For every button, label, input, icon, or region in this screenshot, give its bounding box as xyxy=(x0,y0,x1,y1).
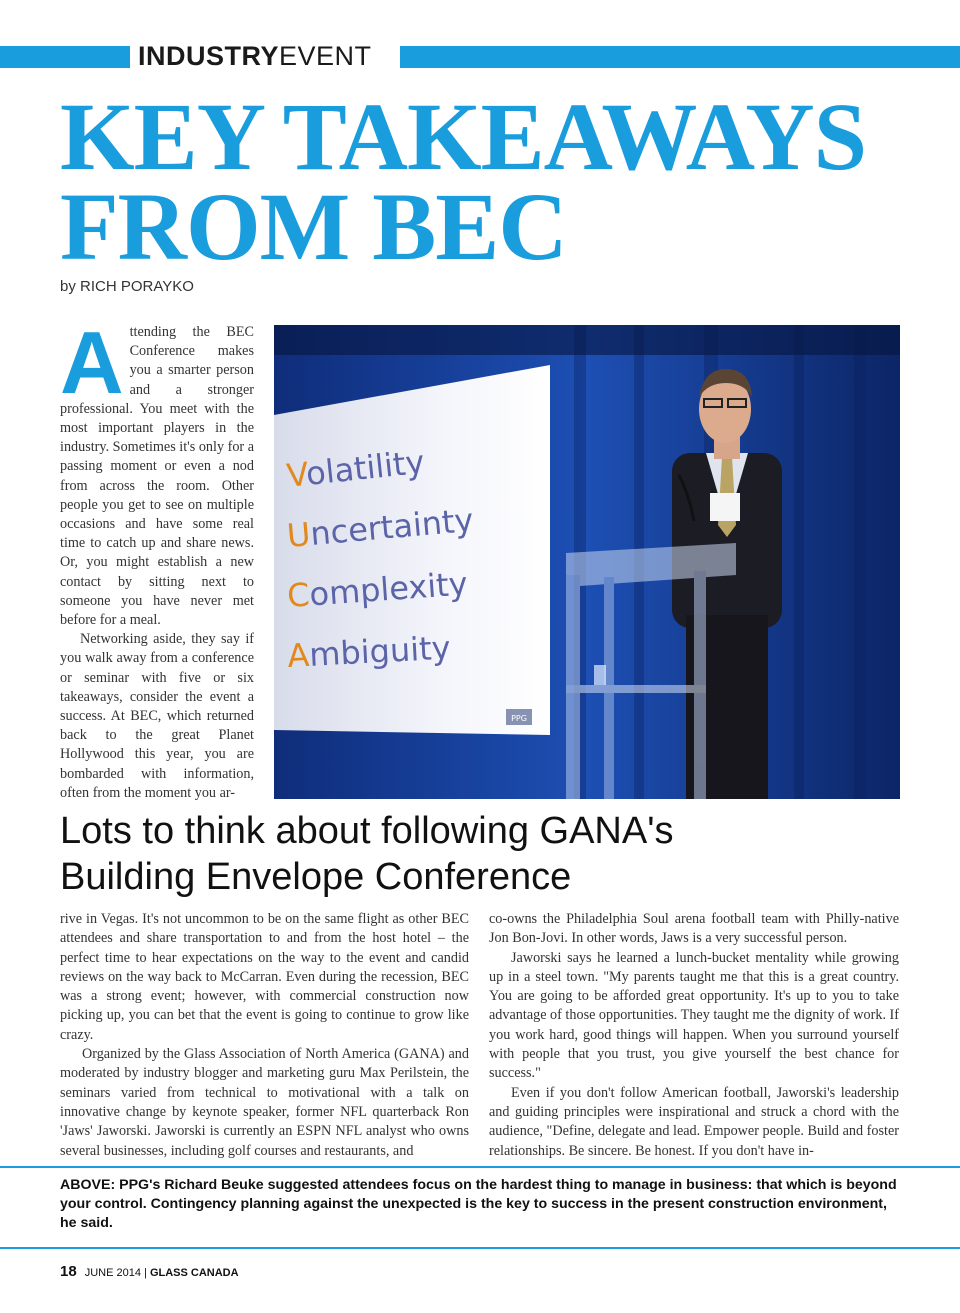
slide-word-rest: mbiguity xyxy=(308,628,452,674)
article-column-3 xyxy=(489,910,899,1161)
slide-initial: U xyxy=(285,515,313,555)
slide-logo xyxy=(506,709,532,725)
slide-initial: A xyxy=(286,635,311,675)
paragraph: co-owns the Philadelphia Soul arena football team with Philly-native Jon Bon-Jovi. In other words, Jaws is a very successful person. xyxy=(489,911,899,947)
photo-caption: ABOVE: PPG's Richard Beuke suggested attendees focus on the hardest thing to manage in business: that which is beyond your control. Contingency planning against the unexpected is the key to success in the present construction environment, he said. xyxy=(60,1177,897,1231)
byline: by RICH PORAYKO xyxy=(60,278,194,295)
caption-top-rule xyxy=(0,1166,960,1168)
section-tag-bold: INDUSTRY xyxy=(138,41,280,71)
speaker-photo xyxy=(274,325,900,799)
publication-name: GLASS CANADA xyxy=(149,1267,239,1279)
slide-word-rest: olatility xyxy=(304,442,427,493)
headline-line-2: FROM BEC xyxy=(60,173,567,280)
slide-logo-text: PPG xyxy=(511,714,527,723)
paragraph: Jaworski says he learned a lunch-bucket mentality while growing up in a steel town. "My parents taught me that this is a great country. You are going to be afforded great opportunity. It's up to you to take advantage of those opportunities. They taught me the dignity of work. If you work hard, good things will happen. When you surround yourself with people that you trust, you give yourself the best chance for success." xyxy=(489,949,899,1082)
paragraph: Networking aside, they say if you walk away from a conference or seminar with five or six takeaways, consider the event a success. At BEC, which returned back to the great Planet Hollywood this year, you are bombarded with information, often from the moment you ar- xyxy=(60,631,254,801)
podium-shelf xyxy=(566,685,706,693)
paragraph: rive in Vegas. It's not uncommon to be on the same flight as other BEC attendees and share transportation to and from the host hotel – the perfect time to hear expectations on the way to the event and candid reviews on the way back to McCarran. Even during the recession, BEC was a strong event; however, with commercial construction now picking up, you can bet that the event is going to continue to grow like crazy. xyxy=(60,911,469,1043)
footer-separator: | xyxy=(144,1267,147,1279)
section-bar-left xyxy=(0,46,130,68)
drop-cap: A xyxy=(60,313,124,412)
headline xyxy=(60,83,866,280)
slide-initial: C xyxy=(285,575,311,615)
article-column-2 xyxy=(60,910,469,1161)
page-number: 18 xyxy=(60,1263,77,1280)
subheadline-line-2: Building Envelope Conference xyxy=(60,856,572,898)
slide-word-rest: omplexity xyxy=(308,564,469,614)
subheadline-line-1: Lots to think about following GANA's xyxy=(60,810,674,852)
paragraph xyxy=(60,313,254,630)
paragraph: Organized by the Glass Association of North America (GANA) and moderated by industry blogger and marketing guru Max Perilstein, the seminars varied from technical to motivational with a talk on innovative change by keynote speaker, former NFL quarterback Ron 'Jaws' Jaworski. Jaworski is currently an ESPN NFL analyst who owns several businesses, including golf courses and restaurants, and xyxy=(60,1046,469,1159)
water-glass xyxy=(594,665,606,685)
subheadline xyxy=(60,808,920,900)
slide-initial: V xyxy=(284,455,309,495)
page-footer xyxy=(60,1263,239,1280)
paragraph: Even if you don't follow American football, Jaworski's leadership and guiding principles were inspirational and struck a chord with the audience, "Define, delegate and lead. Empower people. Build and foster relationships. Be sincere. Be honest. If you don't have in- xyxy=(489,1084,899,1159)
section-bar-right xyxy=(400,46,960,68)
footer-rule xyxy=(0,1247,960,1249)
issue-date: JUNE 2014 xyxy=(84,1267,141,1279)
speaker-photo-illustration xyxy=(274,325,900,799)
section-tag-light: EVENT xyxy=(279,41,372,71)
speaker-name-badge xyxy=(710,493,740,521)
paragraph-text: ttending the BEC Conference makes you a smarter person and a stronger professional. You meet with the most important players in the industry. Sometimes it's only for a passing moment or even a nod from across the room. Other people you get to see on multiple occasions and have some real time to catch up and share news. Or, you might establish a new contact by sitting next to someone you have never met before for a meal. xyxy=(60,324,254,629)
article-column-1 xyxy=(60,313,254,803)
headline-line-1: KEY TAKEAWAYS xyxy=(60,83,866,190)
section-tag xyxy=(138,41,372,72)
stage-top-shadow xyxy=(274,325,900,355)
slide-word-rest: ncertainty xyxy=(308,500,475,553)
